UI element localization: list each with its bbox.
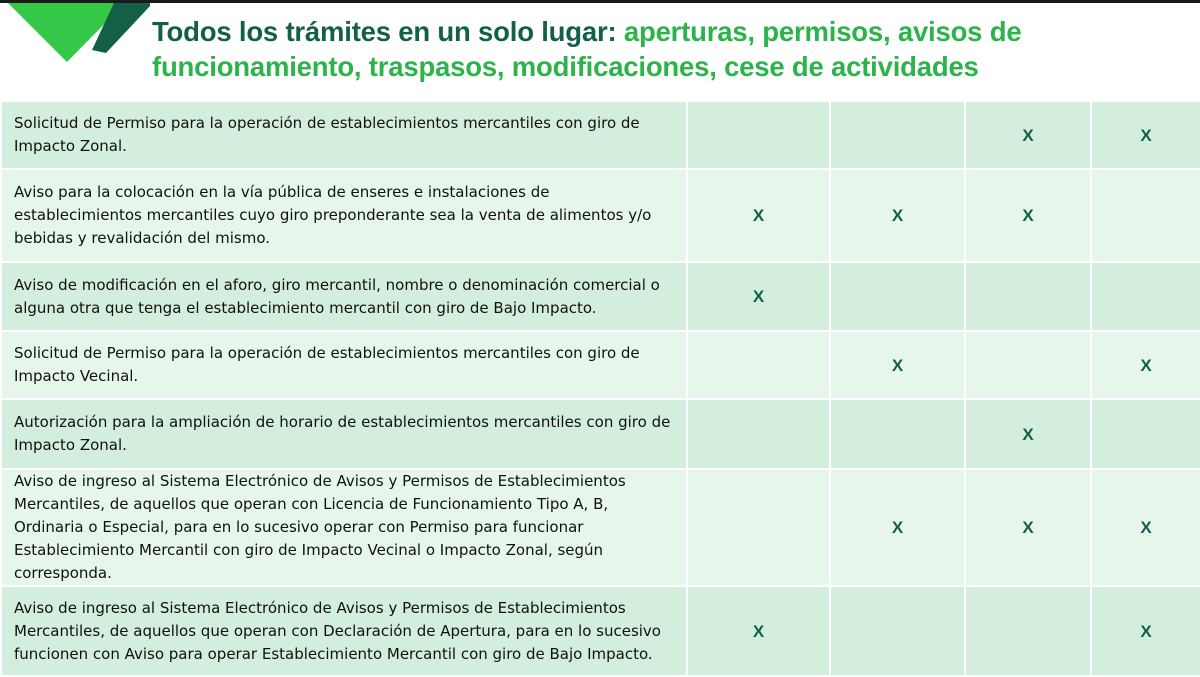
procedure-description: Aviso de ingreso al Sistema Electrónico de Avisos y Permisos de Establecimientos Mercantiles, de aquellos que operan con Declaración de Apertura, para en lo sucesivo funcionen con Aviso para operar Establecimiento Mercantil con giro de Bajo Impacto. (1, 586, 687, 676)
check-mark: X (687, 262, 830, 331)
procedure-description: Solicitud de Permiso para la operación de establecimientos mercantiles con giro de Impacto Vecinal. (1, 331, 687, 399)
procedure-description: Solicitud de Permiso para la operación de establecimientos mercantiles con giro de Impacto Zonal. (1, 101, 687, 169)
table-row (1, 262, 1200, 331)
table-row (1, 469, 1200, 586)
check-mark: X (830, 469, 965, 586)
check-mark (687, 469, 830, 586)
top-border-line (0, 0, 1200, 3)
check-mark: X (830, 169, 965, 262)
table-row (1, 101, 1200, 169)
check-mark: X (830, 331, 965, 399)
procedures-table (0, 100, 1200, 677)
check-mark (687, 399, 830, 469)
procedure-description: Autorización para la ampliación de horario de establecimientos mercantiles con giro de Impacto Zonal. (1, 399, 687, 469)
check-mark (830, 101, 965, 169)
check-mark: X (687, 586, 830, 676)
check-mark: X (1091, 331, 1200, 399)
table-row (1, 169, 1200, 262)
check-mark: X (1091, 101, 1200, 169)
check-mark: X (1091, 586, 1200, 676)
check-mark (1091, 399, 1200, 469)
check-mark (965, 331, 1091, 399)
procedure-description: Aviso para la colocación en la vía pública de enseres e instalaciones de establecimientos mercantiles cuyo giro preponderante sea la venta de alimentos y/o bebidas y revalidación del mismo. (1, 169, 687, 262)
check-mark: X (965, 399, 1091, 469)
check-mark (830, 586, 965, 676)
page-title (152, 14, 1192, 84)
check-mark (687, 101, 830, 169)
check-mark: X (687, 169, 830, 262)
check-mark (1091, 262, 1200, 331)
check-mark (830, 399, 965, 469)
procedure-description: Aviso de ingreso al Sistema Electrónico de Avisos y Permisos de Establecimientos Mercantiles, de aquellos que operan con Licencia de Funcionamiento Tipo A, B, Ordinaria o Especial, para en lo sucesivo operar con Permiso para funcionar Establecimiento Mercantil con giro de Impacto Vecinal o Impacto Zonal, según corresponda. (1, 469, 687, 586)
check-mark (1091, 169, 1200, 262)
check-mark (965, 586, 1091, 676)
header (0, 0, 1200, 100)
check-mark (965, 262, 1091, 331)
chevron-decoration-icon (0, 0, 150, 80)
title-lead: Todos los trámites en un solo lugar: (152, 16, 617, 47)
title-highlight: aperturas, permisos, avisos de funcionamiento, traspasos, modificaciones, cese de actividades (152, 16, 1022, 82)
table-row (1, 399, 1200, 469)
check-mark: X (965, 101, 1091, 169)
check-mark (687, 331, 830, 399)
check-mark: X (965, 169, 1091, 262)
table-row (1, 331, 1200, 399)
check-mark (830, 262, 965, 331)
check-mark: X (965, 469, 1091, 586)
procedure-description: Aviso de modificación en el aforo, giro mercantil, nombre o denominación comercial o alguna otra que tenga el establecimiento mercantil con giro de Bajo Impacto. (1, 262, 687, 331)
check-mark: X (1091, 469, 1200, 586)
table-row (1, 586, 1200, 676)
